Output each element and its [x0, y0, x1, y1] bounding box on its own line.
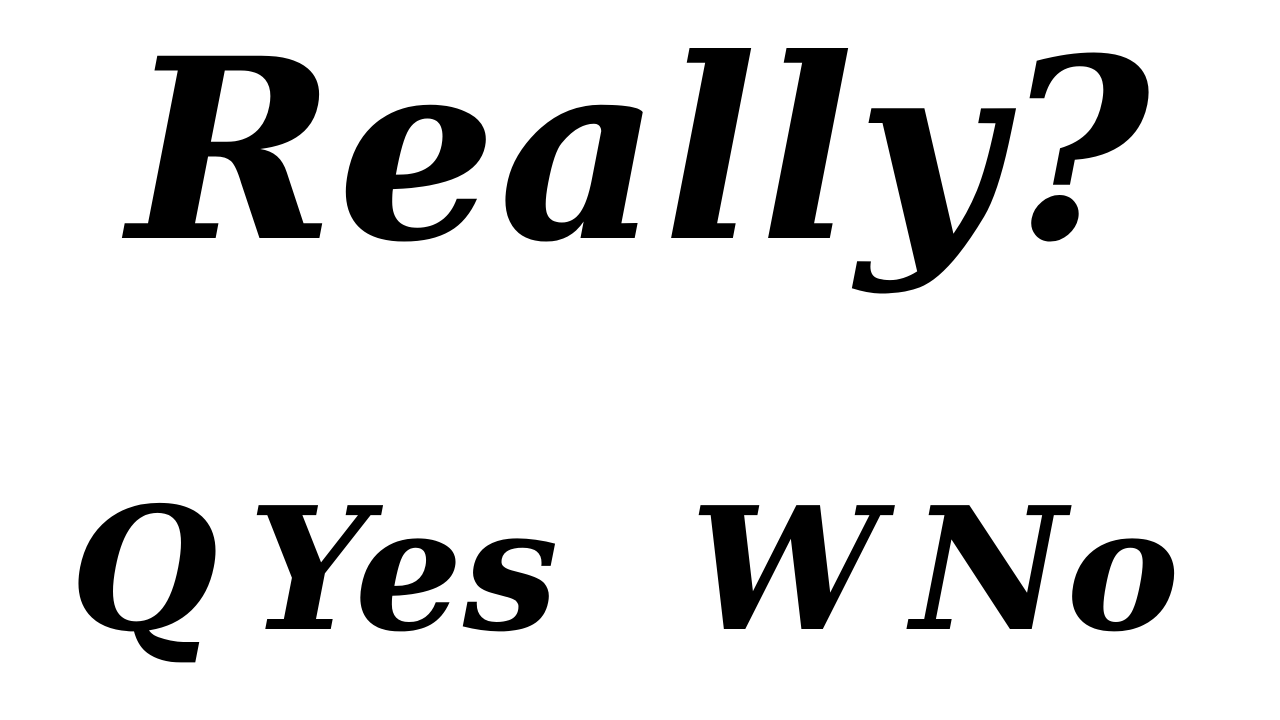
no-option[interactable]: [690, 470, 1180, 670]
options-row: [0, 470, 1280, 670]
yes-option[interactable]: [70, 470, 559, 670]
no-hotkey: W: [690, 470, 881, 670]
yes-label: Yes: [248, 470, 559, 670]
no-label: No: [910, 470, 1180, 670]
yes-hotkey: Q: [70, 470, 219, 670]
dialog-title: Really?: [127, 3, 1153, 297]
